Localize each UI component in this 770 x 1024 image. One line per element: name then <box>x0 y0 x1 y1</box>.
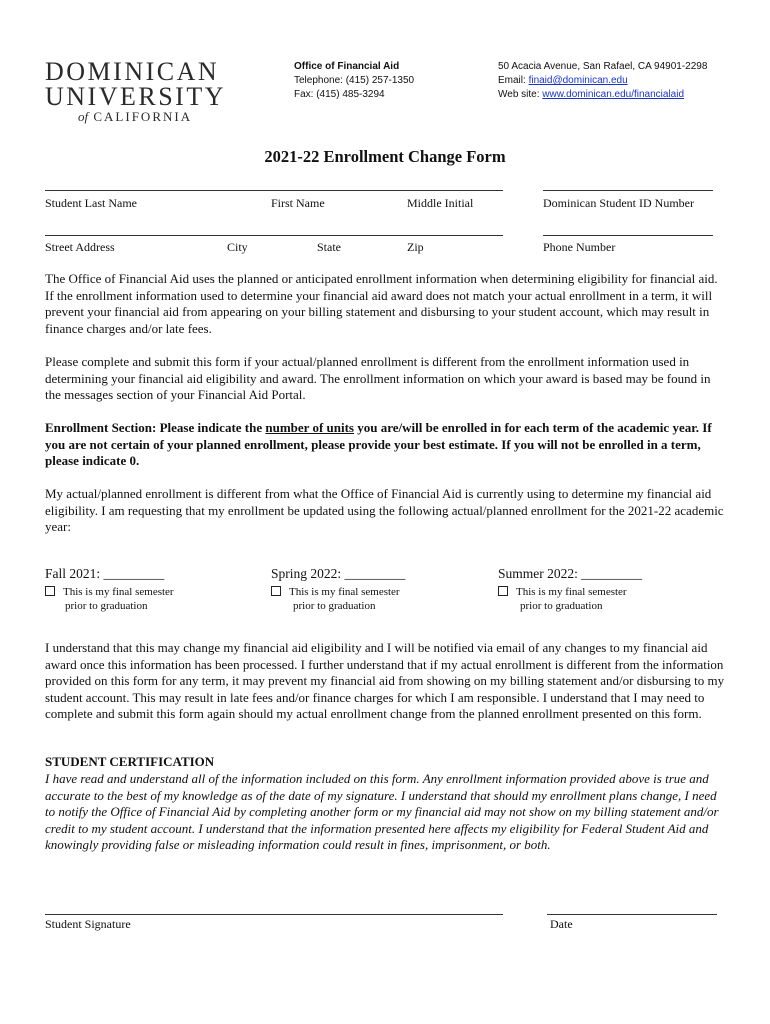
checkbox-icon[interactable] <box>498 586 508 596</box>
website-link[interactable]: www.dominican.edu/financialaid <box>542 89 685 100</box>
label-first-name: First Name <box>271 196 325 210</box>
term-fall <box>45 566 174 613</box>
student-id-entry-line[interactable] <box>543 190 713 191</box>
label-phone: Phone Number <box>543 240 616 254</box>
address-entry-line[interactable] <box>45 235 503 236</box>
street-address: 50 Acacia Avenue, San Rafael, CA 94901-2298 <box>498 61 708 72</box>
office-telephone: Telephone: (415) 257-1350 <box>294 75 415 86</box>
checkbox-label: This is my final semester <box>289 586 400 598</box>
label-state: State <box>317 240 341 254</box>
phone-entry-line[interactable] <box>543 235 713 236</box>
name-entry-line[interactable] <box>45 190 503 191</box>
checkbox-icon[interactable] <box>45 586 55 596</box>
logo-text-line2: UNIVERSITY <box>45 82 226 111</box>
certification-heading: STUDENT CERTIFICATION <box>45 754 215 769</box>
logo-text-line1: DOMINICAN <box>45 57 220 86</box>
label-zip: Zip <box>407 240 424 254</box>
request-paragraph: My actual/planned enrollment is different from what the Office of Financial Aid is currently using to determine my financial aid eligibility. I am requesting that my enrollment be updated using the following actual/planned enrollment for the 2021-22 academic year: <box>45 486 724 534</box>
email-link[interactable]: finaid@dominican.edu <box>528 75 628 86</box>
label-city: City <box>227 240 248 254</box>
enrollment-text-underlined: number of units <box>265 420 354 435</box>
office-name: Office of Financial Aid <box>294 61 400 72</box>
checkbox-label: This is my final semester <box>516 586 627 598</box>
label-middle-initial: Middle Initial <box>407 196 474 210</box>
label-student-signature: Student Signature <box>45 917 131 931</box>
checkbox-label: This is my final semester <box>63 586 174 598</box>
enrollment-text-before: Enrollment Section: Please indicate the <box>45 420 266 435</box>
checkbox-label-line2: prior to graduation <box>65 600 148 612</box>
final-semester-checkbox-spring[interactable] <box>271 585 405 599</box>
email-line <box>498 74 707 88</box>
office-contact-block <box>294 60 414 102</box>
website-line <box>498 88 707 102</box>
email-label: Email: <box>498 75 529 86</box>
certification-text: I have read and understand all of the information included on this form. Any enrollment information provided above is true and accurate to the best of my knowledge as of the date of my signature. I understand that should my enrollment plans change, I need to notify the Office of Financial Aid by completing another form or my financial aid may not show on my billing statement and/or credit to my student account. I understand that the information presented here affects my eligibility for Federal Student Aid and knowingly providing false or misleading information could result in fines, imprisonment, or both. <box>45 771 719 852</box>
signature-entry-line[interactable] <box>45 914 503 915</box>
address-block <box>498 60 707 102</box>
checkbox-label-line2: prior to graduation <box>293 600 376 612</box>
term-summer <box>498 566 642 613</box>
checkbox-icon[interactable] <box>271 586 281 596</box>
term-summer-label: Summer 2022: _________ <box>498 566 642 581</box>
instructions-paragraph: Please complete and submit this form if your actual/planned enrollment is different from the enrollment information used in determining your financial aid eligibility and award. The enrollment information on which your award is based may be found in the messages section of your Financial Aid Portal. <box>45 354 711 402</box>
label-date: Date <box>550 917 573 931</box>
date-entry-line[interactable] <box>547 914 717 915</box>
term-spring-label: Spring 2022: _________ <box>271 566 406 581</box>
office-fax: Fax: (415) 485-3294 <box>294 89 385 100</box>
form-title: 2021-22 Enrollment Change Form <box>264 147 506 166</box>
final-semester-checkbox-fall[interactable] <box>45 585 174 599</box>
logo-text-california: CALIFORNIA <box>93 109 193 124</box>
enrollment-section-heading <box>45 420 725 470</box>
enrollment-text-after: you are/will be enrolled in for each term of the academic year. If you are not certain of your planned enrollment, please provide your best estimate. If you will not be enrolled in a term, please indicate 0. <box>45 420 712 468</box>
intro-paragraph: The Office of Financial Aid uses the planned or anticipated enrollment information when determining eligibility for financial aid. If the enrollment information used to determine your financial aid award does not match your actual enrollment in a term, it will prevent your financial aid from appearing on your billing statement and disbursing to your student account, which may result in finance charges and/or late fees. <box>45 271 718 336</box>
acknowledgement-paragraph: I understand that this may change my financial aid eligibility and I will be notified via email of any changes to my financial aid award once this information has been processed. I further understand that if my actual enrollment is different from the information provided on this form for any term, it may prevent my financial aid from showing on my billing statement and/or disbursing to my student account. This may result in late fees and/or finance charges for which I am responsible. I understand that I may need to complete and submit this form again should my actual enrollment change from the planned enrollment presented on this form. <box>45 640 725 721</box>
checkbox-label-line2: prior to graduation <box>520 600 603 612</box>
university-logo <box>45 57 226 125</box>
term-spring <box>271 566 405 613</box>
logo-text-line3 <box>78 109 225 125</box>
logo-text-of: of <box>78 109 89 124</box>
website-label: Web site: <box>498 89 543 100</box>
label-street-address: Street Address <box>45 240 115 254</box>
term-fall-label: Fall 2021: _________ <box>45 566 165 581</box>
final-semester-checkbox-summer[interactable] <box>498 585 642 599</box>
label-last-name: Student Last Name <box>45 196 137 210</box>
label-student-id: Dominican Student ID Number <box>543 196 694 210</box>
